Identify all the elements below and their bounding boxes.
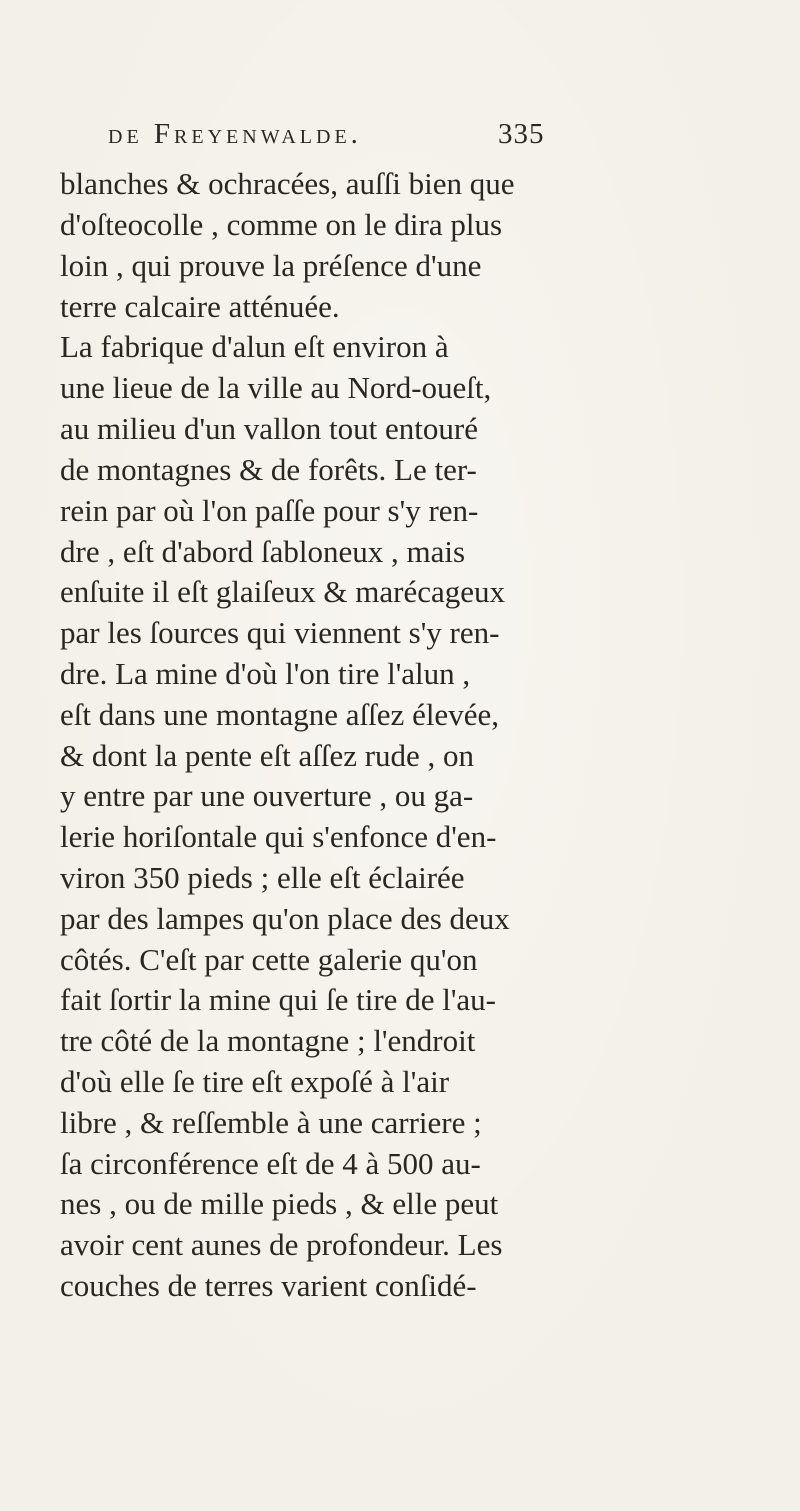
text-line: y entre par une ouverture , ou ga-: [60, 778, 474, 813]
page-number: 335: [498, 118, 545, 150]
text-line: viron 350 pieds ; elle eſt éclairée: [60, 860, 465, 895]
text-line: libre , & reſſemble à une carriere ;: [60, 1105, 482, 1140]
running-header: [108, 118, 608, 158]
text-line: dre. La mine d'où l'on tire l'alun ,: [60, 656, 471, 691]
text-line: blanches & ochracées, auſſi bien que: [60, 166, 515, 201]
text-line: d'oſteocolle , comme on le dira plus: [60, 207, 503, 242]
text-line: au milieu d'un vallon tout entouré: [60, 411, 478, 446]
running-title: de Freyenwalde.: [108, 118, 362, 150]
text-line: dre , eſt d'abord ſabloneux , mais: [60, 534, 466, 569]
text-line: par les ſources qui viennent s'y ren-: [60, 615, 500, 650]
text-line: tre côté de la montagne ; l'endroit: [60, 1023, 476, 1058]
text-line: une lieue de la ville au Nord-oueſt,: [60, 370, 492, 405]
text-line: côtés. C'eſt par cette galerie qu'on: [60, 942, 478, 977]
text-line: fait ſortir la mine qui ſe tire de l'au-: [60, 982, 496, 1017]
text-line: couches de terres varient conſidé-: [60, 1268, 477, 1303]
text-line: nes , ou de mille pieds , & elle peut: [60, 1186, 499, 1221]
text-line: ſa circonférence eſt de 4 à 500 au-: [60, 1146, 481, 1181]
text-line: enſuite il eſt glaiſeux & marécageux: [60, 574, 506, 609]
text-line: eſt dans une montagne aſſez élevée,: [60, 697, 499, 732]
text-line: & dont la pente eſt aſſez rude , on: [60, 738, 475, 773]
text-line: La fabrique d'alun eſt environ à: [60, 329, 449, 364]
text-line: d'où elle ſe tire eſt expoſé à l'air: [60, 1064, 450, 1099]
text-line: avoir cent aunes de profondeur. Les: [60, 1227, 503, 1262]
text-line: terre calcaire atténuée.: [60, 289, 340, 324]
text-line: rein par où l'on paſſe pour s'y ren-: [60, 493, 479, 528]
text-line: lerie horiſontale qui s'enfonce d'en-: [60, 819, 497, 854]
text-line: par des lampes qu'on place des deux: [60, 901, 510, 936]
text-line: de montagnes & de forêts. Le ter-: [60, 452, 477, 487]
text-line: loin , qui prouve la préſence d'une: [60, 248, 482, 283]
